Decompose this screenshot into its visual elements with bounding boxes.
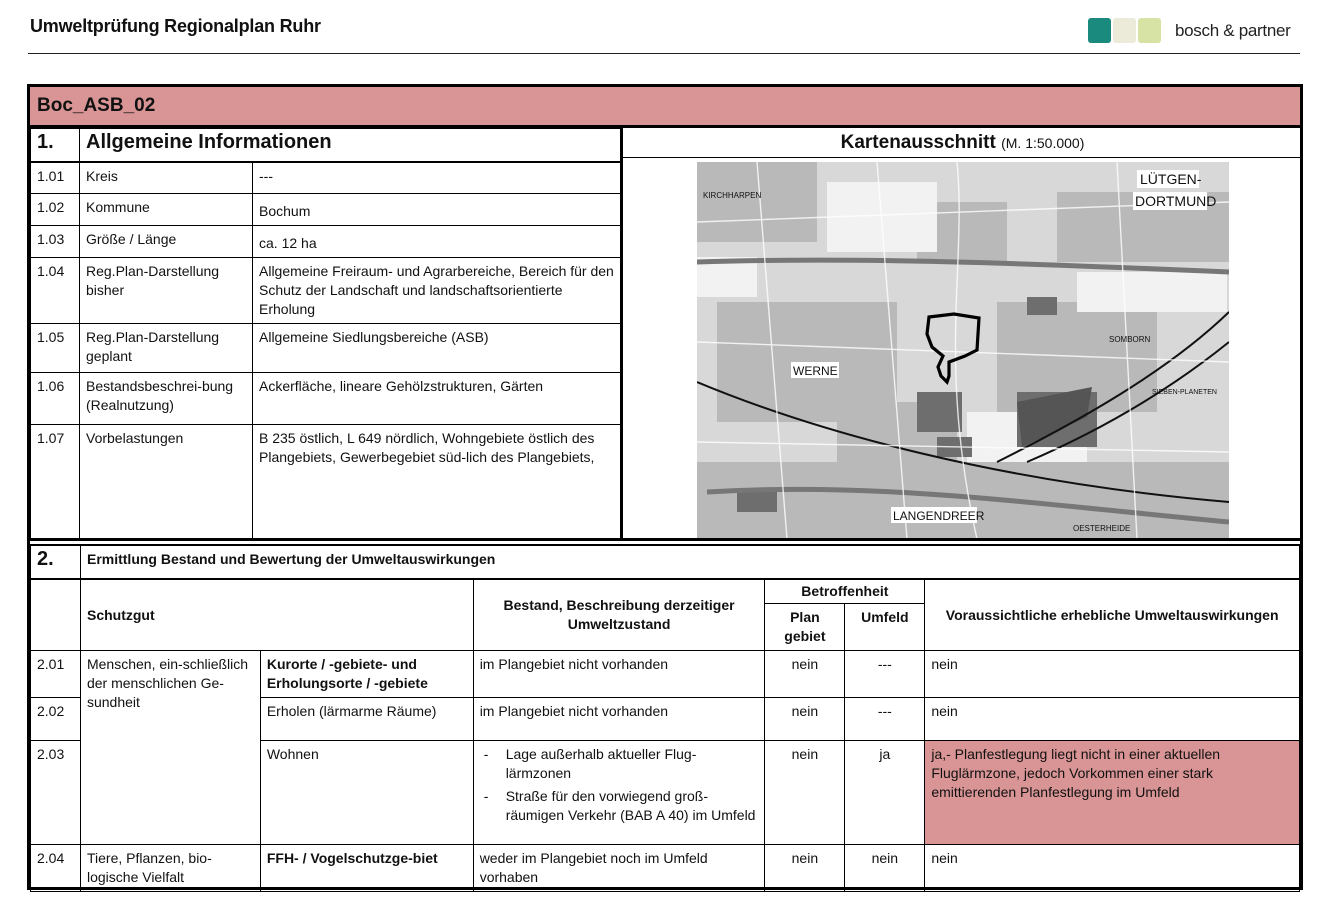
row-num: 2.01 bbox=[31, 651, 81, 698]
row-label: Vorbelastungen bbox=[80, 424, 253, 540]
logo-text: bosch & partner bbox=[1175, 20, 1291, 40]
plan-cell: nein bbox=[765, 845, 845, 892]
row-num: 1.02 bbox=[31, 193, 80, 225]
row-num: 1.03 bbox=[31, 225, 80, 257]
schutzgut-sub: FFH- / Vogelschutzge-biet bbox=[260, 845, 473, 892]
map-label-somborn: SOMBORN bbox=[1109, 335, 1151, 344]
row-label: Bestandsbeschrei-bung (Realnutzung) bbox=[80, 372, 253, 424]
schutzgut-sub: Kurorte / -gebiete- und Erholungsorte / -gebiete bbox=[260, 651, 473, 698]
record-id-band bbox=[30, 87, 1300, 128]
bestand-item: - Lage außerhalb aktueller Flug-lärmzonen bbox=[480, 745, 759, 783]
section2-num: 2. bbox=[31, 546, 81, 580]
row-value: Allgemeine Freiraum- und Agrarbereiche, Bereich für den Schutz der Landschaft und landschaftsorientierte Erholung bbox=[253, 257, 621, 323]
umfeld-cell: ja bbox=[845, 741, 925, 845]
header-num-cell bbox=[31, 579, 81, 651]
row-label: Kommune bbox=[80, 193, 253, 225]
auswirkung-cell: nein bbox=[925, 698, 1300, 741]
bestand-cell: im Plangebiet nicht vorhanden bbox=[473, 651, 765, 698]
section2-title: Ermittlung Bestand und Bewertung der Umweltauswirkungen bbox=[80, 546, 1299, 580]
map-label-lutgen: LÜTGEN- bbox=[1140, 171, 1202, 187]
auswirkung-cell: nein bbox=[925, 651, 1300, 698]
map-image bbox=[697, 162, 1229, 539]
map-label-oesterheide: OESTERHEIDE bbox=[1073, 524, 1131, 533]
schutzgut-group: Menschen, ein-schließlich der menschlichen Ge-sundheit bbox=[80, 651, 260, 845]
umfeld-cell: --- bbox=[845, 651, 925, 698]
logo bbox=[1088, 18, 1291, 43]
header-umfeld: Umfeld bbox=[845, 604, 925, 651]
bestand-item: - Straße für den vorwiegend groß-räumigen Verkehr (BAB A 40) im Umfeld bbox=[480, 787, 759, 825]
header-rule bbox=[28, 53, 1300, 54]
bestand-cell bbox=[473, 741, 765, 845]
row-num: 2.02 bbox=[31, 698, 81, 741]
row-value: ca. 12 ha bbox=[253, 225, 621, 257]
row-num: 2.03 bbox=[31, 741, 81, 845]
map-title-text: Kartenausschnitt bbox=[840, 132, 996, 153]
bestand-cell: im Plangebiet nicht vorhanden bbox=[473, 698, 765, 741]
logo-square-1 bbox=[1088, 18, 1111, 43]
map-scale: (M. 1:50.000) bbox=[1001, 135, 1085, 151]
row-num: 1.05 bbox=[31, 323, 80, 372]
record-frame bbox=[27, 84, 1303, 890]
logo-square-2 bbox=[1113, 18, 1136, 43]
map-label-langendreer: LANGENDREER bbox=[893, 509, 985, 523]
auswirkung-cell-highlighted: ja,- Planfestlegung liegt nicht in einer aktuellen Fluglärmzone, jedoch Vorkommen einer stark emittierenden Planfestlegung im Umfeld bbox=[925, 741, 1300, 845]
schutzgut-sub: Erholen (lärmarme Räume) bbox=[260, 698, 473, 741]
plan-cell: nein bbox=[765, 698, 845, 741]
plan-cell: nein bbox=[765, 651, 845, 698]
logo-square-3 bbox=[1138, 18, 1161, 43]
row-value: B 235 östlich, L 649 nördlich, Wohngebiete östlich des Plangebiets, Gewerbegebiet süd-lich des Plangebiets, bbox=[253, 424, 621, 540]
section1-title: Allgemeine Informationen bbox=[80, 129, 621, 163]
auswirkung-cell: nein bbox=[925, 845, 1300, 892]
header-betroffenheit: Betroffenheit bbox=[765, 579, 925, 604]
map-label-werne: WERNE bbox=[793, 364, 838, 378]
row-num: 1.07 bbox=[31, 424, 80, 540]
header-plan: Plan gebiet bbox=[765, 604, 845, 651]
map-drawing bbox=[697, 162, 1229, 539]
map-panel bbox=[621, 128, 1302, 538]
section-divider bbox=[30, 538, 1300, 541]
row-value: Ackerfläche, lineare Gehölzstrukturen, Gärten bbox=[253, 372, 621, 424]
row-value: --- bbox=[253, 162, 621, 193]
schutzgut-sub: Wohnen bbox=[260, 741, 473, 845]
assessment-table bbox=[30, 545, 1300, 892]
map-label-kirchharpen: KIRCHHARPEN bbox=[703, 191, 762, 200]
plan-cell: nein bbox=[765, 741, 845, 845]
bestand-cell: weder im Plangebiet noch im Umfeld vorhaben bbox=[473, 845, 765, 892]
general-info-table bbox=[30, 128, 621, 541]
row-num: 1.01 bbox=[31, 162, 80, 193]
header-schutzgut: Schutzgut bbox=[80, 579, 473, 651]
header-bestand: Bestand, Beschreibung derzeitiger Umweltzustand bbox=[473, 579, 765, 651]
row-num: 1.04 bbox=[31, 257, 80, 323]
row-label: Reg.Plan-Darstellung geplant bbox=[80, 323, 253, 372]
record-id: Boc_ASB_02 bbox=[37, 95, 156, 116]
row-num: 2.04 bbox=[31, 845, 81, 892]
section1-num: 1. bbox=[31, 129, 80, 163]
row-value: Bochum bbox=[253, 193, 621, 225]
schutzgut-group: Tiere, Pflanzen, bio-logische Vielfalt bbox=[80, 845, 260, 892]
page-header-title: Umweltprüfung Regionalplan Ruhr bbox=[30, 16, 321, 36]
row-num: 1.06 bbox=[31, 372, 80, 424]
header-auswirkungen: Voraussichtliche erhebliche Umweltauswirkungen bbox=[925, 579, 1300, 651]
row-value: Allgemeine Siedlungsbereiche (ASB) bbox=[253, 323, 621, 372]
row-label: Kreis bbox=[80, 162, 253, 193]
row-label: Größe / Länge bbox=[80, 225, 253, 257]
umfeld-cell: --- bbox=[845, 698, 925, 741]
map-label-dortmund: DORTMUND bbox=[1135, 193, 1217, 209]
map-title bbox=[623, 128, 1302, 158]
row-label: Reg.Plan-Darstellung bisher bbox=[80, 257, 253, 323]
map-label-siebenplaneten: SIEBEN-PLANETEN bbox=[1152, 389, 1217, 396]
umfeld-cell: nein bbox=[845, 845, 925, 892]
